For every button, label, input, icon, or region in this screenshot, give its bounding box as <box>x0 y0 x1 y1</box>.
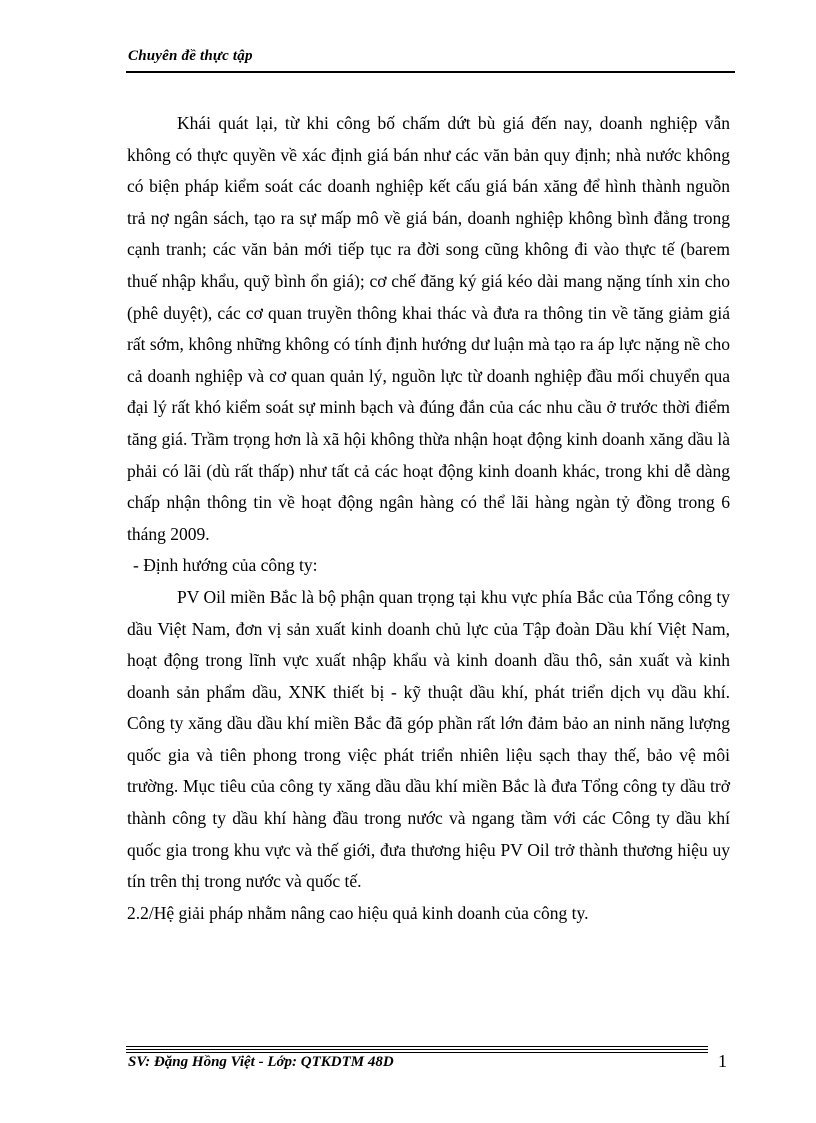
document-body <box>127 108 730 929</box>
paragraph-overview: Khái quát lại, từ khi công bố chấm dứt bù giá đến nay, doanh nghiệp vẫn không có thực quyền về xác định giá bán như các văn bản quy định; nhà nước không có biện pháp kiểm soát các doanh nghiệp kết cấu giá bán xăng để hình thành nguồn trả nợ ngân sách, tạo ra sự mấp mô về giá bán, doanh nghiệp không bình đẳng trong cạnh tranh; các văn bản mới tiếp tục ra đời song cũng không đi vào thực tế (barem thuế nhập khẩu, quỹ bình ổn giá); cơ chế đăng ký giá kéo dài mang nặng tính xin cho (phê duyệt), các cơ quan truyền thông khai thác và đưa ra thông tin về tăng giảm giá rất sớm, không những không có tính định hướng dư luận mà tạo ra áp lực nặng nề cho cả doanh nghiệp và cơ quan quản lý, nguồn lực từ doanh nghiệp đầu mối chuyển qua đại lý rất khó kiểm soát sự minh bạch và đúng đắn của các nhu cầu ở trước thời điểm tăng giá. Trầm trọng hơn là xã hội không thừa nhận hoạt động kinh doanh xăng dầu là phải có lãi (dù rất thấp) như tất cả các hoạt động kinh doanh khác, trong khi dễ dàng chấp nhận thông tin về hoạt động ngân hàng có thể lãi hàng ngàn tỷ đồng trong 6 tháng 2009. <box>127 113 730 544</box>
paragraph-pv-oil: PV Oil miền Bắc là bộ phận quan trọng tại khu vực phía Bắc của Tổng công ty dầu Việt Nam, đơn vị sản xuất kinh doanh chủ lực của Tập đoàn Dầu khí Việt Nam, hoạt động trong lĩnh vực xuất nhập khẩu và kinh doanh dầu thô, sản xuất và kinh doanh sản phẩm dầu, XNK thiết bị - kỹ thuật dầu khí, phát triển dịch vụ dầu khí. Công ty xăng dầu dầu khí miền Bắc đã góp phần rất lớn đảm bảo an ninh năng lượng quốc gia và tiên phong trong việc phát triển nhiên liệu sạch thay thế, bảo vệ môi trường. Mục tiêu của công ty xăng dầu dầu khí miền Bắc là đưa Tổng công ty dầu trở thành công ty dầu khí hàng đầu trong nước và ngang tầm với các Công ty dầu khí quốc gia trong khu vực và thế giới, đưa thương hiệu PV Oil trở thành thương hiệu uy tín trên thị trong nước và quốc tế. <box>127 586 730 892</box>
section-heading: 2.2/Hệ giải pháp nhằm nâng cao hiệu quả kinh doanh của công ty. <box>127 902 589 923</box>
footer-rule <box>126 1052 708 1053</box>
page-number: 1 <box>718 1051 727 1071</box>
footer-rule <box>126 1049 708 1050</box>
header-rule <box>126 71 735 73</box>
footer-rule <box>126 1046 708 1047</box>
footer-author: SV: Đặng Hồng Việt - Lớp: QTKDTM 48D <box>128 1054 394 1070</box>
company-direction-heading: - Định hướng của công ty: <box>133 555 318 576</box>
header-title: Chuyên đề thực tập <box>128 48 253 64</box>
